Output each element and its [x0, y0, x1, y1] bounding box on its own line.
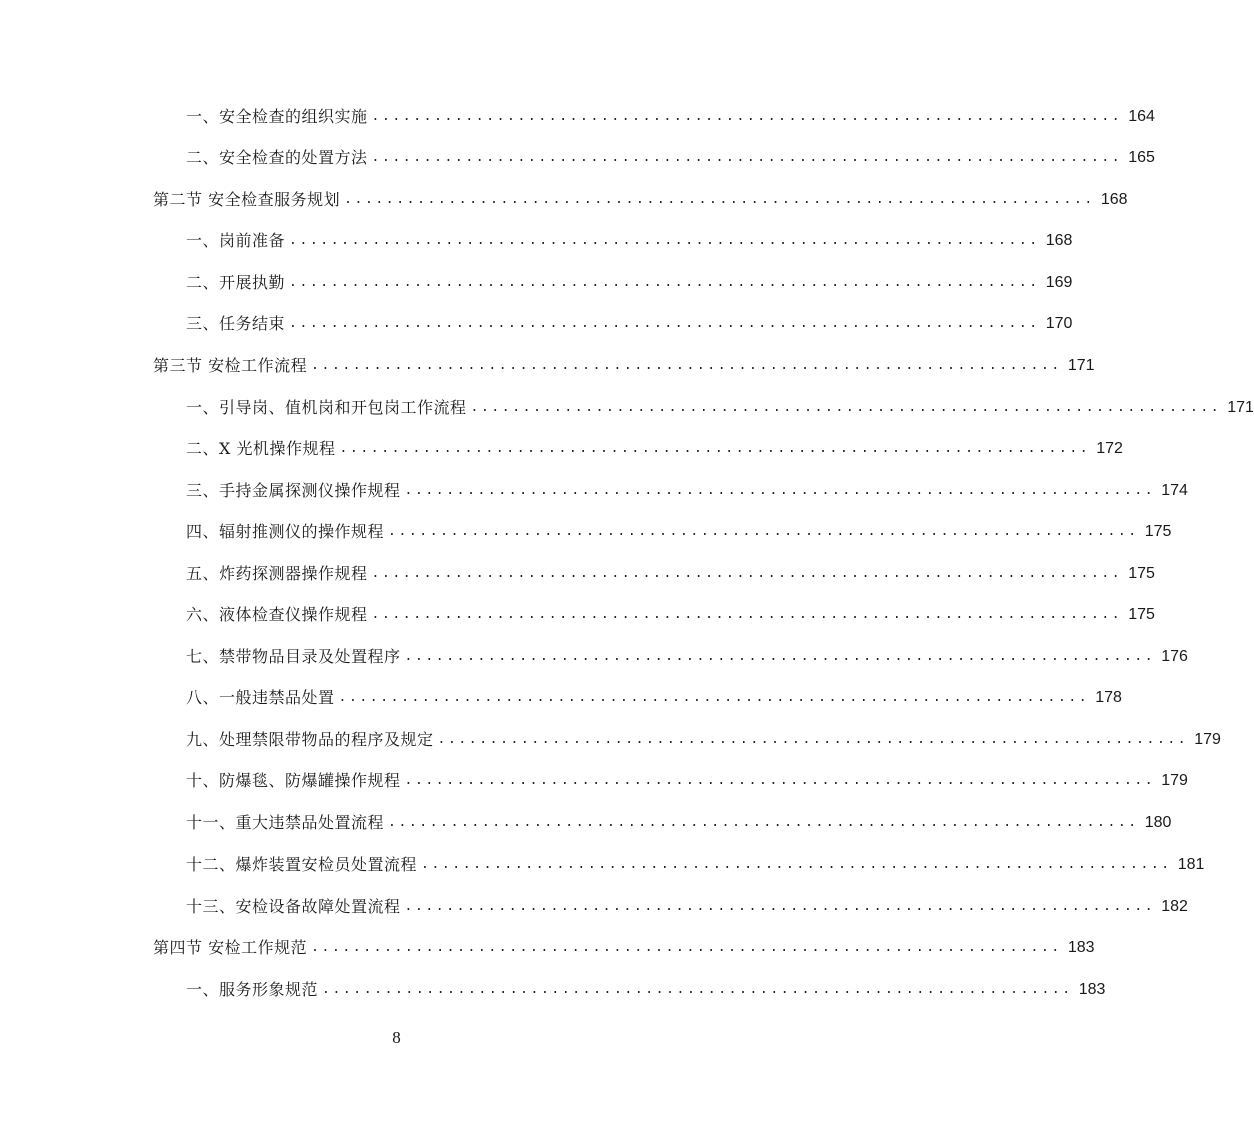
toc-dot-leader: ........................................................................ — [339, 441, 1091, 456]
toc-dot-leader: ........................................................................ — [289, 275, 1040, 290]
toc-entry-section[interactable] — [153, 354, 1095, 378]
toc-dot-leader: ........................................................................ — [338, 690, 1090, 705]
toc-entry-page: 179 — [1194, 731, 1221, 748]
toc-entry[interactable] — [186, 105, 1155, 129]
page-number: 8 — [392, 1028, 401, 1047]
toc-dot-leader: ........................................................................ — [344, 192, 1095, 207]
toc-dot-leader: ........................................................................ — [404, 773, 1156, 788]
toc-entry-page: 178 — [1095, 689, 1122, 706]
toc-dot-leader: ........................................................................ — [404, 899, 1156, 914]
toc-dot-leader: ........................................................................ — [322, 982, 1073, 997]
toc-entry-page: 181 — [1177, 856, 1205, 873]
toc-entry[interactable] — [186, 769, 1188, 793]
toc-entry[interactable] — [186, 895, 1188, 919]
toc-entry[interactable] — [186, 229, 1073, 253]
toc-entry-page: 171 — [1227, 399, 1254, 416]
toc-entry-page: 180 — [1144, 814, 1172, 831]
toc-dot-leader: ........................................................................ — [311, 358, 1062, 373]
toc-entry-section[interactable] — [153, 188, 1128, 212]
toc-entry-page: 164 — [1128, 108, 1155, 125]
toc-dot-leader: ........................................................................ — [388, 815, 1139, 830]
toc-entry-title: 三、手持金属探测仪操作规程 — [186, 481, 401, 500]
toc-dot-leader: ........................................................................ — [371, 607, 1123, 622]
toc-entry[interactable] — [186, 811, 1172, 835]
toc-entry-title: 二、安全检查的处置方法 — [186, 148, 368, 167]
toc-entry-title: 九、处理禁限带物品的程序及规定 — [186, 730, 434, 749]
toc-entry-title: 一、服务形象规范 — [186, 980, 319, 999]
toc-entry-title: 七、禁带物品目录及处置程序 — [186, 647, 401, 666]
toc-dot-leader: ........................................................................ — [289, 233, 1040, 248]
toc-entry-page: 183 — [1067, 939, 1095, 956]
toc-entry-section[interactable] — [153, 936, 1095, 960]
toc-entry[interactable] — [186, 853, 1205, 877]
toc-entry[interactable] — [186, 479, 1188, 503]
toc-entry-page: 179 — [1161, 772, 1188, 789]
toc-entry-title: 八、一般违禁品处置 — [186, 688, 335, 707]
toc-dot-leader: ........................................................................ — [421, 857, 1172, 872]
toc-dot-leader: ........................................................................ — [289, 316, 1040, 331]
toc-entry-page: 171 — [1067, 357, 1095, 374]
toc-entry-page: 172 — [1096, 440, 1123, 457]
toc-entry-title: 四、辐射推测仪的操作规程 — [186, 522, 385, 541]
toc-entry[interactable] — [186, 686, 1122, 710]
toc-entry-title: 第四节 安检工作规范 — [153, 938, 308, 957]
toc-entry[interactable] — [186, 312, 1073, 336]
toc-entry[interactable] — [186, 978, 1106, 1002]
toc-entry-title: 十一、重大违禁品处置流程 — [186, 813, 385, 832]
toc-entry-title: 二、X 光机操作规程 — [186, 439, 336, 458]
toc-entry-title: 五、炸药探测器操作规程 — [186, 564, 368, 583]
toc-entry-page: 176 — [1161, 648, 1188, 665]
toc-entry-page: 168 — [1100, 191, 1128, 208]
toc-entry[interactable] — [186, 146, 1155, 170]
toc-dot-leader: ........................................................................ — [371, 109, 1123, 124]
toc-entry-title: 第三节 安检工作流程 — [153, 356, 308, 375]
toc-entry-title: 一、安全检查的组织实施 — [186, 107, 368, 126]
toc-dot-leader: ........................................................................ — [404, 483, 1156, 498]
toc-entry-title: 一、岗前准备 — [186, 231, 286, 250]
toc-entry-title: 二、开展执勤 — [186, 273, 286, 292]
toc-dot-leader: ........................................................................ — [404, 649, 1156, 664]
toc-entry-title: 六、液体检查仪操作规程 — [186, 605, 368, 624]
toc-entry-page: 170 — [1045, 315, 1073, 332]
toc-dot-leader: ........................................................................ — [470, 400, 1222, 415]
toc-entry[interactable] — [186, 645, 1188, 669]
toc-entry-page: 169 — [1045, 274, 1073, 291]
toc-entry[interactable] — [186, 562, 1155, 586]
toc-entry-page: 165 — [1128, 149, 1155, 166]
toc-entry[interactable] — [186, 520, 1172, 544]
toc-dot-leader: ........................................................................ — [437, 732, 1189, 747]
toc-entry-title: 三、任务结束 — [186, 314, 286, 333]
toc-entry-title: 十三、安检设备故障处置流程 — [186, 897, 401, 916]
toc-entry-page: 175 — [1128, 606, 1155, 623]
toc-entry[interactable] — [186, 271, 1073, 295]
toc-entry-page: 168 — [1045, 232, 1073, 249]
toc-entry-page: 175 — [1128, 565, 1155, 582]
toc-entry-page: 183 — [1078, 981, 1106, 998]
toc-dot-leader: ........................................................................ — [388, 524, 1139, 539]
toc-entry[interactable] — [186, 728, 1221, 752]
toc-entry-page: 174 — [1161, 482, 1188, 499]
toc-entry[interactable] — [186, 396, 1254, 420]
toc-entry-title: 十、防爆毯、防爆罐操作规程 — [186, 771, 401, 790]
toc-entry[interactable] — [186, 603, 1155, 627]
toc-entry[interactable] — [186, 437, 1123, 461]
toc-entry-page: 182 — [1161, 898, 1188, 915]
toc-entry-page: 175 — [1144, 523, 1172, 540]
toc-entry-title: 十二、爆炸装置安检员处置流程 — [186, 855, 418, 874]
toc-dot-leader: ........................................................................ — [371, 566, 1123, 581]
toc-dot-leader: ........................................................................ — [311, 940, 1062, 955]
toc-entry-title: 一、引导岗、值机岗和开包岗工作流程 — [186, 398, 467, 417]
toc-entry-title: 第二节 安全检查服务规划 — [153, 190, 341, 209]
toc-dot-leader: ........................................................................ — [371, 150, 1123, 165]
